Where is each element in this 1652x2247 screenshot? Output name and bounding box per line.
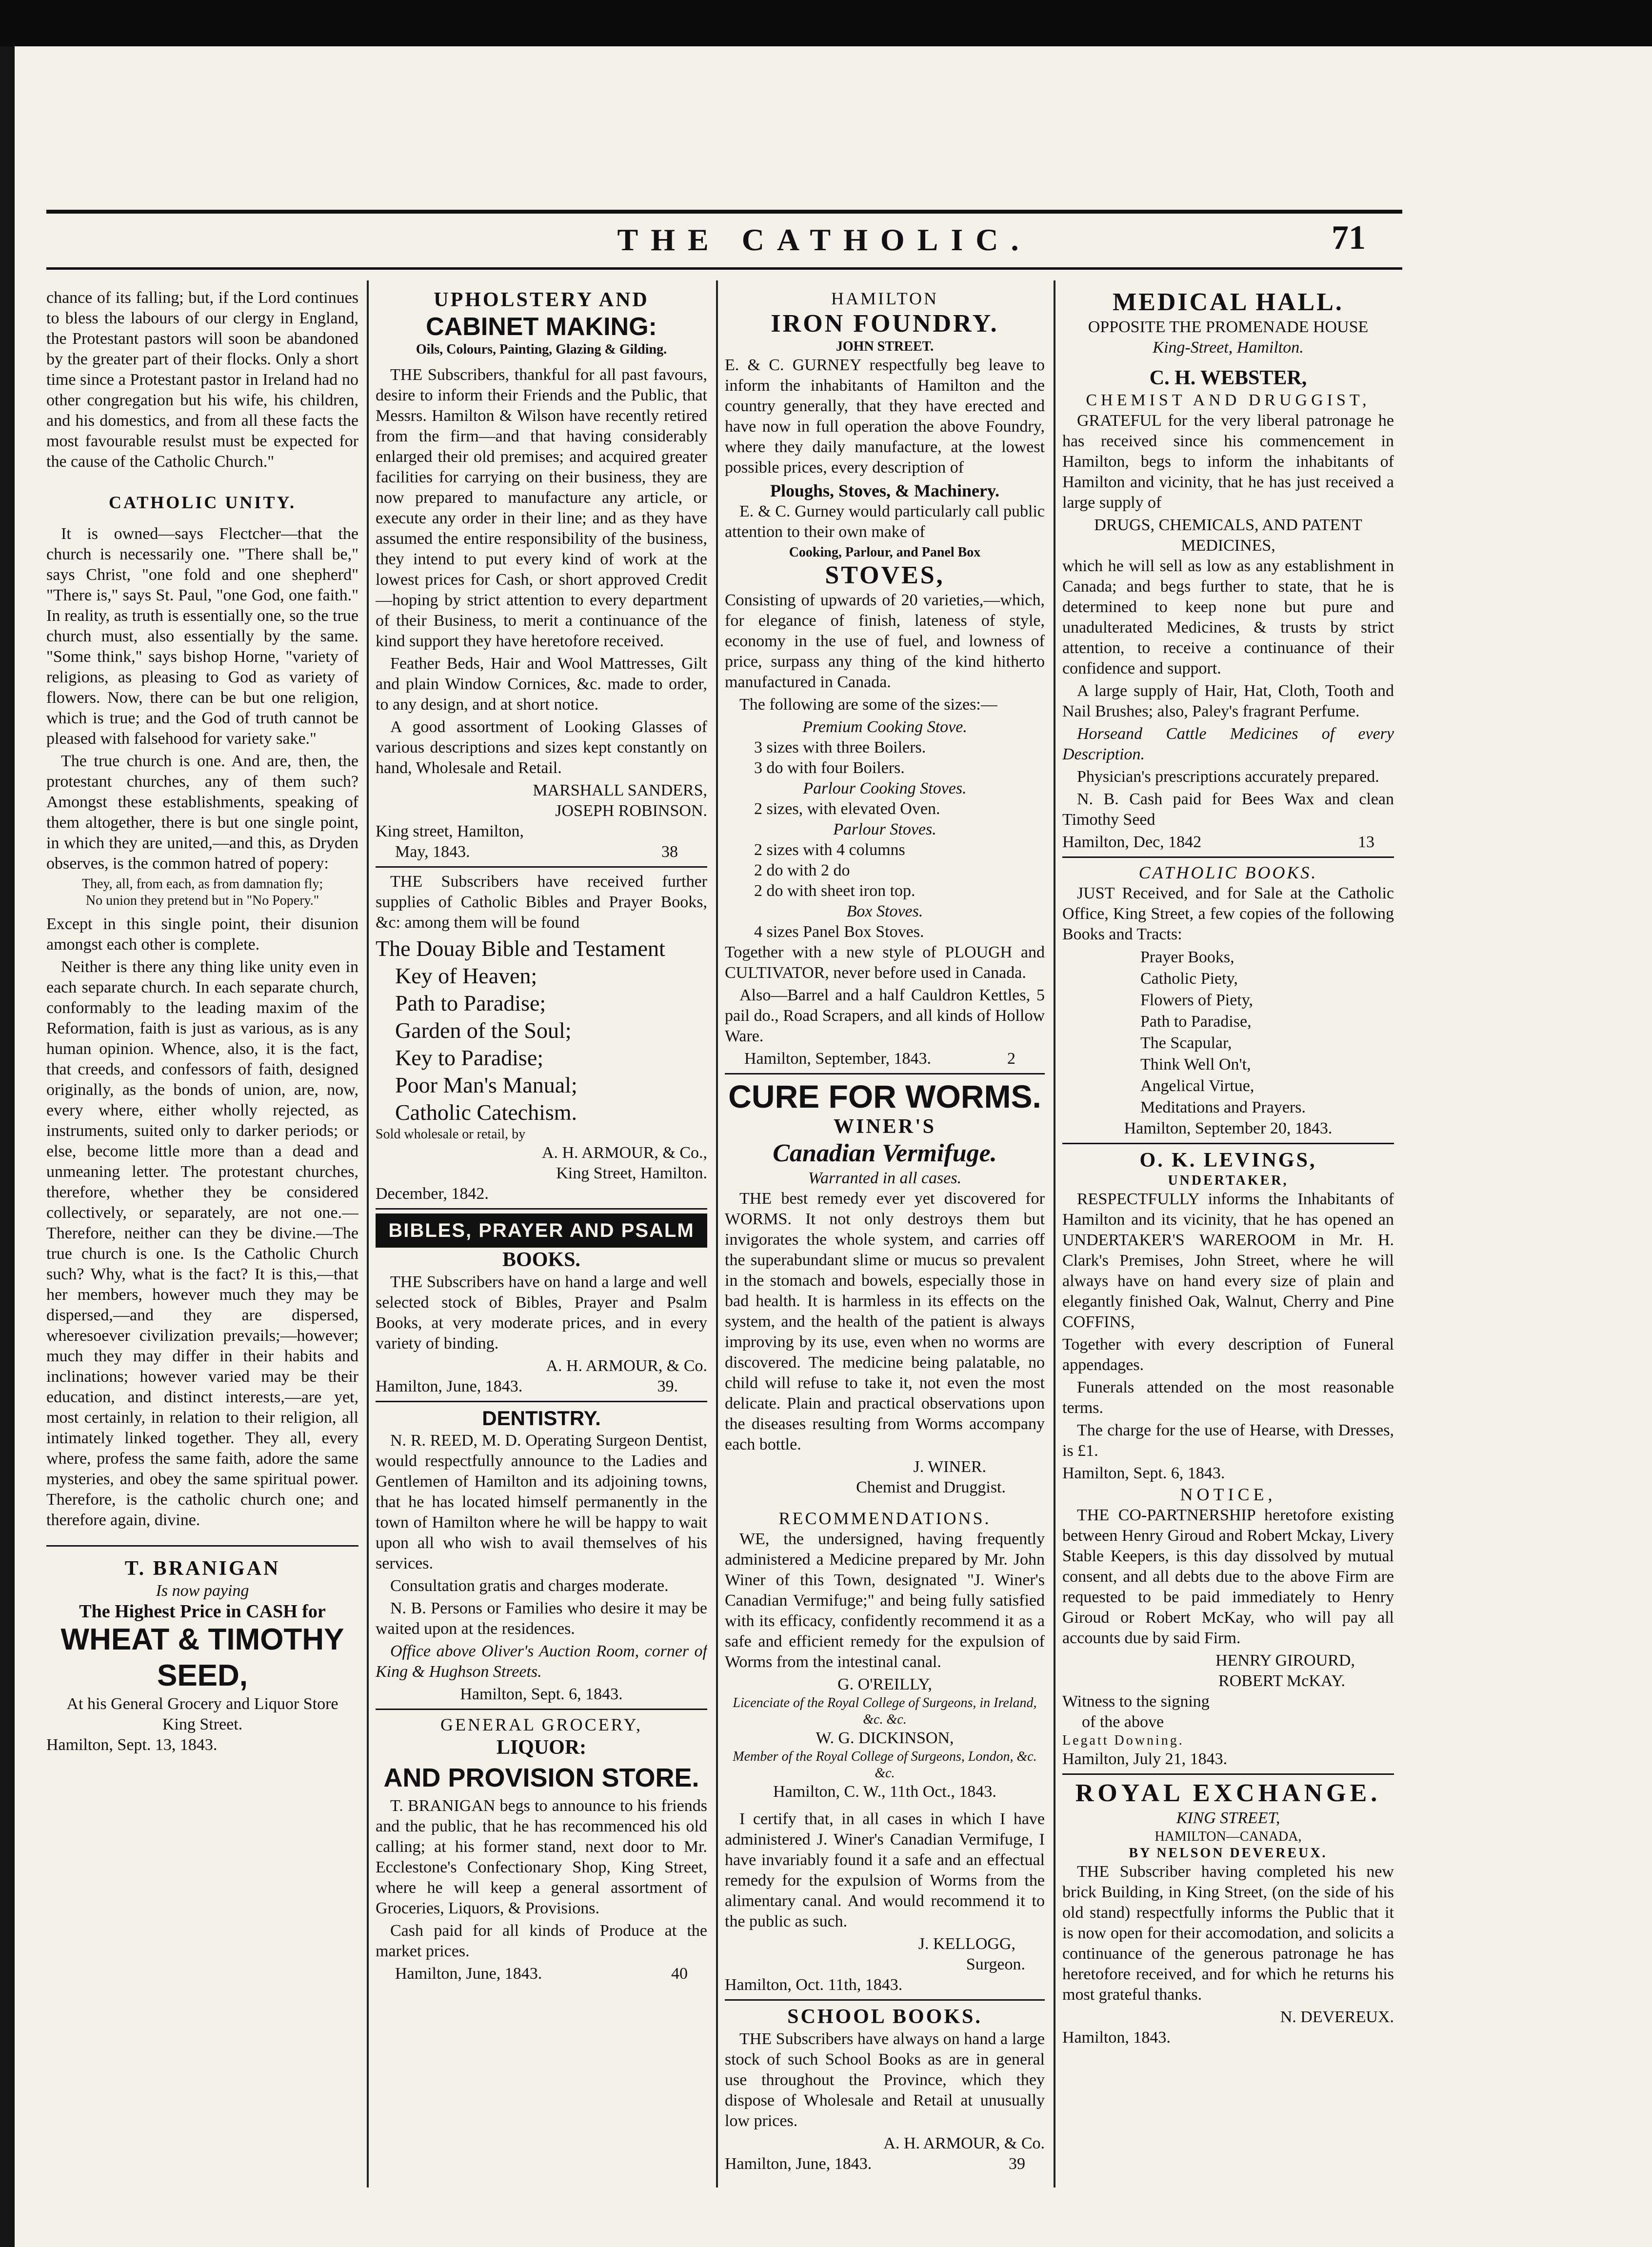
book-title: The Douay Bible and Testament: [376, 936, 665, 961]
ad-dateline: [376, 1376, 707, 1397]
ad-paragraph: THE CO-PARTNERSHIP heretofore existing between Henry Giroud and Robert Mckay, Livery Stable Keepers, is this day dissolved by mutual consent, and all debts due to the above Firm are requested to be paid immediately to Henry Giroud or Robert McKay, who will pay all accounts due by said Firm.: [1062, 1506, 1394, 1647]
verse-line: They, all, from each, as from damnation fly;: [81, 876, 323, 892]
stove-size: 3 do with four Boilers.: [754, 759, 905, 777]
book-title: Poor Man's Manual;: [395, 1073, 577, 1097]
ad-heading: LIQUOR:: [496, 1736, 587, 1759]
divider: [1062, 1773, 1394, 1775]
ad-paragraph: THE best remedy ever yet discovered for WORMS. It not only destroys them but invigorates the whole system, and carries off the superabundant slime or mucus so prevalent in the stomach and bowels, especially those in bad health. It is harmless in its effects on the system, and the health of the patient is always improving by its use, even when no worms are discovered. The medicine being palatable, no child will refuse to take it, not even the most delicate. Plain and practical observations upon the diseases resulting from Worms accompany each bottle.: [725, 1190, 1045, 1453]
ad-heading: C. H. WEBSTER,: [1149, 367, 1307, 389]
book-title: The Scapular,: [1140, 1034, 1232, 1052]
ad-paragraph: E. & C. GURNEY respectfully beg leave to inform the inhabitants of Hamilton and the country generally, that they have erected and have now in full operation the above Foundry, where they daily manufacture, at the lowest possible prices, every description of: [725, 356, 1045, 477]
signature: JOSEPH ROBINSON.: [555, 802, 707, 820]
ad-paragraph: THE Subscriber having completed his new brick Building, in King Street, (on the side of his old stand) respectfully informs the Public that it is now open for their accomodation, and solicits a continuance of the generous patronage he has heretofore received, and for which he returns his most grateful thanks.: [1062, 1863, 1394, 2004]
article-text: chance of its falling; but, if the Lord continues to bless the labours of our clergy in England, the Protestant pastors will soon be abandoned by the greater part of their flocks. Only a short time since a Protestant pastor in Ireland had no other congregation but his wife, his children, and his domestics, and from all these facts the most favourable resulst must be expected for the cause of the Catholic Church.": [46, 289, 358, 471]
ad-date: December, 1842.: [376, 1185, 489, 1203]
stove-size: 2 sizes with 4 columns: [754, 841, 905, 859]
book-title: Key of Heaven;: [395, 963, 537, 988]
book-title: Catholic Catechism.: [395, 1100, 577, 1125]
ad-number: 38: [661, 843, 678, 861]
ad-heading: RECOMMENDATIONS.: [778, 1509, 991, 1528]
scan-top-band: [0, 0, 1652, 46]
column-rule-3: [1054, 280, 1055, 2187]
witness-line: of the above: [1082, 1713, 1164, 1731]
ad-paragraph: Horseand Cattle Medicines of every Description.: [1062, 725, 1394, 763]
column-4: [1062, 288, 1394, 2180]
ad-banner: BIBLES, PRAYER AND PSALM: [376, 1213, 707, 1248]
column-1: [46, 288, 358, 2180]
ad-paragraph: Consultation gratis and charges moderate.: [390, 1577, 669, 1595]
book-title: Catholic Piety,: [1140, 970, 1238, 988]
ad-number: 2: [1007, 1050, 1015, 1068]
signature: A. H. ARMOUR, & Co.: [883, 2134, 1045, 2152]
ad-subheading: King-Street, Hamilton.: [1153, 338, 1304, 357]
verse-line: No union they pretend but in "No Popery.": [85, 893, 319, 908]
ad-heading: UPHOLSTERY AND: [434, 289, 649, 311]
ad-paragraph: Office above Oliver's Auction Room, corner of King & Hughson Streets.: [376, 1642, 707, 1681]
ad-heading: DENTISTRY.: [482, 1407, 601, 1430]
ad-paragraph: WE, the undersigned, having frequently administered a Medicine prepared by Mr. John Winer of this Town, designated "J. Winer's Canadian Vermifuge;" and being fully satisfied with its efficacy, confidently recommend it as a safe and efficient remedy for the expulsion of Worms from the intestinal canal.: [725, 1530, 1045, 1671]
ad-name: T. BRANIGAN: [124, 1557, 280, 1580]
ad-heading: ROYAL EXCHANGE.: [1075, 1779, 1381, 1807]
article-paragraph: Except in this single point, their disunion amongst each other is complete.: [46, 915, 358, 954]
book-title: Garden of the Soul;: [395, 1018, 572, 1043]
ad-paragraph: JUST Received, and for Sale at the Catholic Office, King Street, a few copies of the following Books and Tracts:: [1062, 884, 1394, 943]
ad-date: Hamilton, June, 1843.: [376, 1377, 523, 1395]
ad-paragraph: which he will sell as low as any establishment in Canada; and begs further to state, that he is determined to keep none but pure and unadulterated Medicines, & trusts by strict attention, to receive a continuance of their confidence and support.: [1062, 557, 1394, 677]
ad-date: Hamilton, 1843.: [1062, 2028, 1171, 2047]
ad-date: Hamilton, C. W., 11th Oct., 1843.: [773, 1783, 996, 1801]
ad-paragraph: N. R. REED, M. D. Operating Surgeon Dentist, would respectfully announce to the Ladies and Gentlemen of Hamilton and its adjoining towns, that he has located himself permanently in the town of Hamilton where he will be happy to wait upon all who wish to avail themselves of his services.: [376, 1432, 707, 1572]
stove-size: 4 sizes Panel Box Stoves.: [754, 923, 924, 941]
ad-date: Hamilton, Sept. 13, 1843.: [46, 1736, 218, 1754]
ad-heading: DRUGS, CHEMICALS, AND PATENT MEDICINES,: [1094, 516, 1362, 555]
ad-heading: NOTICE,: [1180, 1485, 1276, 1504]
ad-heading: MEDICAL HALL.: [1113, 288, 1344, 316]
signature: A. H. ARMOUR, & Co.,: [541, 1144, 707, 1162]
article-paragraph: Neither is there any thing like unity even in each separate church. In each separate church, conformably to the leading maxim of the Reformation, faith is just as various, as is any human opinion. Whence, also, it is the fact, that creeds, and confessors of faith, designed originally, as the bonds of union, are, now, every where, either wholly rejected, as instruments, suited only to darker periods; or else, become little more than a dead and unmeaning letter. The protestant churches, therefore, whether they be considered collectively, or separately, are not one.—Therefore, neither can they be divine.—The true church is one. Is the Catholic Church such? Why, what is the fact? It is this,—that her members, however much they may be dispersed,—and they are dispersed, wheresoever civilization prevails;—however; much they may differ in their habits and inclinations; however varied may be their education, and distinct interests,—are yet, most certainly, in relation to their religion, all intimately linked together. They all, every where, profess the same faith, adore the same mysteries, and obey the same spiritual power. Therefore, is the catholic church one; and therefore again, divine.: [46, 958, 358, 1529]
masthead-title: THE CATHOLIC.: [617, 222, 1032, 257]
ad-number: 13: [1358, 833, 1374, 851]
ad-subheading: Oils, Colours, Painting, Glazing & Gilding.: [416, 342, 667, 357]
ad-dateline: [725, 2154, 1045, 2174]
ad-date: Hamilton, June, 1843.: [725, 2155, 872, 2173]
column-3: [725, 288, 1045, 2180]
signature: N. DEVEREUX.: [1280, 2008, 1394, 2026]
ad-paragraph: N. B. Cash paid for Bees Wax and clean Timothy Seed: [1062, 790, 1394, 829]
scan-left-edge: [0, 46, 15, 2247]
signature-address: King Street, Hamilton.: [556, 1164, 707, 1182]
ad-paragraph: Together with every description of Funeral appendages.: [1062, 1335, 1394, 1374]
stove-size: 2 sizes, with elevated Oven.: [754, 800, 940, 818]
ad-subheading: JOHN STREET.: [836, 339, 934, 354]
ad-heading: WINER'S: [833, 1115, 936, 1138]
header-rule-top: [46, 210, 1402, 214]
signature-title: Licenciate of the Royal College of Surgeons, in Ireland, &c. &c.: [733, 1695, 1037, 1727]
ad-paragraph: THE Subscribers have always on hand a large stock of such School Books as are in general use throughout the Province, which they dispose of Wholesale and Retail at unusually low prices.: [725, 2030, 1045, 2130]
ad-line: The Highest Price in CASH for: [79, 1601, 326, 1622]
signature: ROBERT McKAY.: [1218, 1672, 1345, 1690]
ad-headline: WHEAT & TIMOTHY SEED,: [60, 1623, 344, 1692]
witness-line: Witness to the signing: [1062, 1692, 1210, 1710]
ad-paragraph: A good assortment of Looking Glasses of various descriptions and sizes kept constantly on hand, Wholesale and Retail.: [376, 718, 707, 777]
ad-heading: CABINET MAKING:: [426, 313, 657, 341]
ad-paragraph: The following are some of the sizes:—: [739, 696, 997, 714]
signature: J. KELLOGG,: [918, 1935, 1015, 1953]
divider: [1062, 1143, 1394, 1144]
ad-heading: BOOKS.: [502, 1249, 580, 1271]
ad-paragraph: I certify that, in all cases in which I have administered J. Winer's Canadian Vermifuge, I have invariably found it a safe and an effectual remedy for the expulsion of Worms from the alimentary canal. And would recommend it to the public as such.: [725, 1810, 1045, 1930]
ad-subheading: KING STREET,: [1176, 1809, 1280, 1827]
ad-paragraph: Consisting of upwards of 20 varieties,—which, for elegance of finish, lateness of style, economy in the use of fuel, and lowness of price, surpass any thing of the kind hitherto manufactured in Canada.: [725, 591, 1045, 691]
ad-dateline: [376, 1964, 707, 1984]
ad-date: Hamilton, Sept. 6, 1843.: [1062, 1464, 1225, 1482]
ad-paragraph: RESPECTFULLY informs the Inhabitants of Hamilton and its vicinity, that he has opened an UNDERTAKER'S WAREROOM in Mr. H. Clark's Premises, John Street, where he will always have on hand every size of plain and elegantly finished Oak, Walnut, Cherry and Pine COFFINS,: [1062, 1190, 1394, 1331]
ad-dateline: [376, 842, 707, 862]
ad-number: 39: [1009, 2155, 1025, 2173]
ad-paragraph: N. B. Persons or Families who desire it may be waited upon at the residences.: [376, 1599, 707, 1638]
stove-type: Premium Cooking Stove.: [802, 718, 967, 736]
ad-paragraph: THE Subscribers, thankful for all past favours, desire to inform their Friends and the Public, that Messrs. Hamilton & Wilson have recently retired from the firm—and that having considerably enlarged their old premises; and acquired greater facilities for carrying on their business, they are now prepared to manufacture any article, or execute any order in their line; and as they have assumed the entire responsibility of the business, they intend to put every kind of work at the lowest prices for Cash, or short approved Credit—hoping by strict attention to every department of their Business, to merit a continuance of the kind support they have heretofore received.: [376, 366, 707, 650]
ad-paragraph: A large supply of Hair, Hat, Cloth, Tooth and Nail Brushes; also, Paley's fragrant Perfume.: [1062, 682, 1394, 720]
ad-date: May, 1843.: [395, 843, 470, 861]
ad-paragraph: The charge for the use of Hearse, with Dresses, is £1.: [1062, 1421, 1394, 1460]
ad-subheading: UNDERTAKER,: [1168, 1173, 1289, 1188]
ad-subtitle: Is now paying: [156, 1582, 249, 1600]
ad-line: King Street.: [162, 1715, 243, 1733]
ad-paragraph: Also—Barrel and a half Cauldron Kettles, 5 pail do., Road Scrapers, and all kinds of Hollow Ware.: [725, 986, 1045, 1045]
ad-heading: O. K. LEVINGS,: [1139, 1149, 1317, 1172]
ad-number: 40: [671, 1965, 688, 1983]
ad-heading: STOVES,: [825, 561, 945, 589]
divider: [376, 1709, 707, 1710]
page-number: 71: [1332, 219, 1366, 257]
ad-paragraph: Cash paid for all kinds of Produce at the market prices.: [376, 1922, 707, 1960]
ad-paragraph: GRATEFUL for the very liberal patronage he has received since his commencement in Hamilton, begs to inform the inhabitants of Hamilton and vicinity, that he has just received a large supply of: [1062, 412, 1394, 512]
ad-paragraph: E. & C. Gurney would particularly call public attention to their own make of: [725, 502, 1045, 541]
ad-heading: CATHOLIC BOOKS.: [1138, 863, 1318, 882]
signature: HENRY GIROURD,: [1215, 1651, 1355, 1670]
ad-dateline: [1062, 832, 1394, 853]
ad-date: Hamilton, September 20, 1843.: [1124, 1119, 1333, 1137]
ad-heading: Ploughs, Stoves, & Machinery.: [770, 481, 999, 500]
ad-paragraph: T. BRANIGAN begs to announce to his friends and the public, that he has recommenced his old calling; at his former stand, next door to Mr. Ecclestone's Confectionary Shop, King Street, where he will keep a general assortment of Groceries, Liquors, & Provisions.: [376, 1797, 707, 1917]
stove-size: 2 do with 2 do: [754, 861, 850, 879]
divider: [376, 1208, 707, 1210]
stove-type: Parlour Cooking Stoves.: [803, 779, 967, 797]
book-title: Prayer Books,: [1140, 948, 1234, 966]
ad-paragraph: Feather Beds, Hair and Wool Mattresses, Gilt and plain Window Cornices, &c. made to order, to any design, and at short notice.: [376, 655, 707, 714]
signature: J. WINER.: [913, 1458, 986, 1476]
ad-subheading: Warranted in all cases.: [808, 1169, 962, 1187]
divider: [376, 866, 707, 868]
book-title: Think Well On't,: [1140, 1055, 1251, 1074]
book-title: Key to Paradise;: [395, 1045, 544, 1070]
ad-heading: Canadian Vermifuge.: [773, 1139, 997, 1167]
ad-date: Hamilton, September, 1843.: [744, 1050, 931, 1068]
ad-heading: SCHOOL BOOKS.: [787, 2006, 982, 2028]
ad-date: Hamilton, Dec, 1842: [1062, 833, 1202, 851]
ad-heading: IRON FOUNDRY.: [771, 310, 999, 338]
ad-line: Sold wholesale or retail, by: [376, 1127, 526, 1142]
divider: [376, 1401, 707, 1402]
stove-type: Box Stoves.: [846, 902, 923, 920]
signature: G. O'REILLY,: [837, 1675, 932, 1693]
ad-subheading: OPPOSITE THE PROMENADE HOUSE: [1088, 318, 1369, 336]
signature-title: Chemist and Druggist.: [856, 1478, 1006, 1496]
header-rule-bottom: [46, 267, 1402, 270]
ad-paragraph: THE Subscribers have on hand a large and well selected stock of Bibles, Prayer and Psalm Books, at very moderate prices, and in every variety of binding.: [376, 1273, 707, 1352]
ad-heading: GENERAL GROCERY,: [440, 1715, 643, 1734]
book-list: [1140, 947, 1394, 1118]
book-title: Meditations and Prayers.: [1140, 1098, 1306, 1116]
stove-size: 2 do with sheet iron top.: [754, 882, 916, 900]
ad-date: Hamilton, June, 1843.: [395, 1965, 542, 1983]
column-rule-2: [716, 280, 718, 2187]
article-heading: CATHOLIC UNITY.: [108, 493, 297, 512]
signature: A. H. ARMOUR, & Co.: [546, 1357, 707, 1375]
column-rule-1: [367, 280, 369, 2187]
ad-headline: CURE FOR WORMS.: [728, 1078, 1041, 1114]
ad-dateline: [725, 1049, 1045, 1069]
signature-title: Surgeon.: [966, 1955, 1025, 1973]
ad-paragraph: Funerals attended on the most reasonable terms.: [1062, 1378, 1394, 1417]
book-title: Flowers of Piety,: [1140, 991, 1254, 1009]
ad-place: King street, Hamilton,: [376, 822, 524, 840]
signature: MARSHALL SANDERS,: [533, 781, 707, 799]
signature: W. G. DICKINSON,: [816, 1729, 954, 1747]
ad-subheading: Cooking, Parlour, and Panel Box: [789, 545, 981, 560]
ad-line: At his General Grocery and Liquor Store: [66, 1695, 338, 1713]
divider: [725, 1999, 1045, 2001]
stove-type: Parlour Stoves.: [833, 820, 936, 838]
column-2: [376, 288, 707, 2180]
ad-headline: AND PROVISION STORE.: [383, 1763, 699, 1792]
ad-heading: HAMILTON: [831, 289, 938, 308]
ad-paragraph: Physician's prescriptions accurately prepared.: [1077, 768, 1379, 786]
divider: [1062, 856, 1394, 858]
article-paragraph: It is owned—says Flectcher—that the church is necessarily one. "There shall be," says Christ, "one fold and one shepherd" "There is," says St. Paul, "one God, one faith." In reality, as truth is essentially one, so the true church must, also essentially by the same. "Some think," says bishop Horne, "variety of religions, as pleasing to God as variety of flowers. Now, there can be but one religion, which is true; and the God of truth cannot be pleased with falsehood for variety sake.": [46, 525, 358, 748]
ad-paragraph: Together with a new style of PLOUGH and CULTIVATOR, never before used in Canada.: [725, 943, 1045, 982]
ad-subheading: HAMILTON—CANADA,: [1154, 1829, 1302, 1844]
article-paragraph: The true church is one. And are, then, the protestant churches, any of them such? Amongst these establishments, speaking of them altogether, there is but one single point, in which they are united,—and this, as Dryden observes, is the common hatred of popery:: [46, 752, 358, 873]
ad-paragraph: THE Subscribers have received further supplies of Catholic Bibles and Prayer Books, &c: among them will be found: [376, 873, 707, 932]
ad-date: Hamilton, July 21, 1843.: [1062, 1750, 1228, 1768]
divider: [46, 1545, 358, 1547]
ad-subheading: BY NELSON DEVEREUX.: [1129, 1846, 1328, 1861]
ad-date: Hamilton, Sept. 6, 1843.: [460, 1685, 623, 1703]
ad-subheading: CHEMIST AND DRUGGIST,: [1086, 391, 1371, 409]
ad-date: Hamilton, Oct. 11th, 1843.: [725, 1976, 903, 1994]
book-title: Path to Paradise;: [395, 991, 546, 1015]
book-title: Path to Paradise,: [1140, 1013, 1252, 1031]
witness-line: Legatt Downing.: [1062, 1733, 1184, 1748]
divider: [725, 1073, 1045, 1074]
signature-title: Member of the Royal College of Surgeons, London, &c. &c.: [733, 1749, 1037, 1781]
ad-number: 39.: [657, 1377, 678, 1395]
book-title: Angelical Virtue,: [1140, 1077, 1254, 1095]
stove-size: 3 sizes with three Boilers.: [754, 738, 926, 756]
